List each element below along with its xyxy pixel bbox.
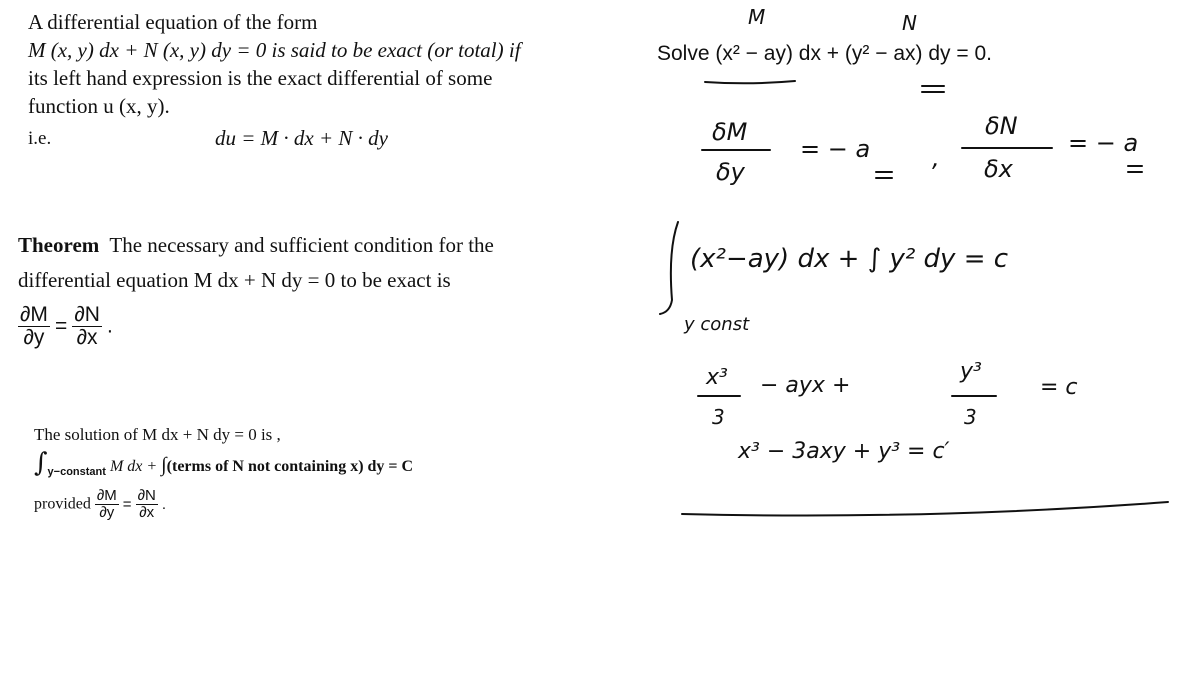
solution-part-1: M dx +	[109, 458, 158, 475]
definition-line-2: M (x, y) dx + N (x, y) dy = 0 is said to be exact (or total) if	[28, 38, 521, 62]
dN-dx-fraction-small	[136, 488, 158, 521]
fraction-denominator: ∂x	[76, 326, 98, 350]
fraction-denominator: ∂x	[139, 503, 155, 521]
problem-statement: Solve (x² − ay) dx + (y² − ax) dy = 0.	[657, 42, 992, 65]
definition-line-1: A differential equation of the form	[28, 10, 318, 34]
exactness-condition	[18, 304, 113, 349]
integral-sign: ∫	[34, 448, 48, 478]
result-denominator-1: 3	[712, 405, 725, 429]
result-y-cubed: y³	[960, 359, 982, 384]
label-N: N	[902, 11, 917, 35]
theorem-label: Theorem	[18, 233, 100, 257]
integral-expression: (x²−ay) dx + ∫ y² dy = c	[690, 244, 1009, 274]
separator: ,	[932, 144, 940, 172]
integral-sign-large	[660, 222, 678, 314]
period: .	[106, 314, 113, 338]
fraction-numerator: ∂N	[137, 487, 156, 504]
provided-label: provided	[34, 495, 91, 513]
dM-dy-fraction	[18, 304, 50, 349]
result-middle-terms: − ayx +	[760, 373, 851, 398]
dM-result: = − a	[800, 135, 871, 163]
equals-sign: =	[54, 314, 68, 338]
solution-part-2: (terms of N not containing x) dy = C	[166, 458, 414, 475]
underline-M-term	[705, 81, 795, 83]
fraction-numerator: ∂M	[20, 303, 48, 326]
ie-label: i.e.	[28, 128, 52, 149]
exact-differential-formula: du = M · dx + N · dy	[215, 126, 388, 150]
solution-line-1: The solution of M dx + N dy = 0 is ,	[34, 425, 281, 444]
provided-condition	[34, 488, 166, 521]
dM-dy-fraction-small	[95, 488, 119, 521]
theorem-block	[18, 233, 494, 258]
integral-sign-2: ∫	[161, 454, 167, 476]
dM-denominator: δy	[716, 158, 745, 186]
fraction-numerator: ∂M	[96, 487, 117, 504]
label-M: M	[748, 5, 766, 29]
fraction-denominator: ∂y	[23, 326, 45, 350]
y-constant-note: y const	[684, 314, 750, 335]
result-denominator-2: 3	[964, 405, 977, 429]
fraction-denominator: ∂y	[99, 503, 115, 521]
theorem-line-2: differential equation M dx + N dy = 0 to be exact is	[18, 268, 451, 292]
dM-numerator: δM	[712, 118, 748, 146]
result-equals-c: = c	[1040, 375, 1078, 400]
theorem-line-1: The necessary and sufficient condition for the	[109, 233, 494, 257]
dN-dx-fraction	[72, 304, 102, 349]
period: .	[161, 495, 166, 513]
dN-denominator: δx	[984, 155, 1013, 183]
solution-formula	[34, 448, 413, 478]
result-x-cubed: x³	[706, 365, 728, 390]
fraction-numerator: ∂N	[74, 303, 100, 326]
final-answer: x³ − 3axy + y³ = c′	[738, 439, 950, 464]
closing-rule	[682, 502, 1168, 516]
definition-line-4: function u (x, y).	[28, 94, 170, 118]
integral-subscript: y−constant	[47, 466, 106, 479]
dN-result: = − a	[1068, 129, 1139, 157]
equals-sign: =	[122, 495, 132, 513]
dN-numerator: δN	[985, 112, 1018, 140]
definition-line-3: its left hand expression is the exact differential of some	[28, 66, 493, 90]
